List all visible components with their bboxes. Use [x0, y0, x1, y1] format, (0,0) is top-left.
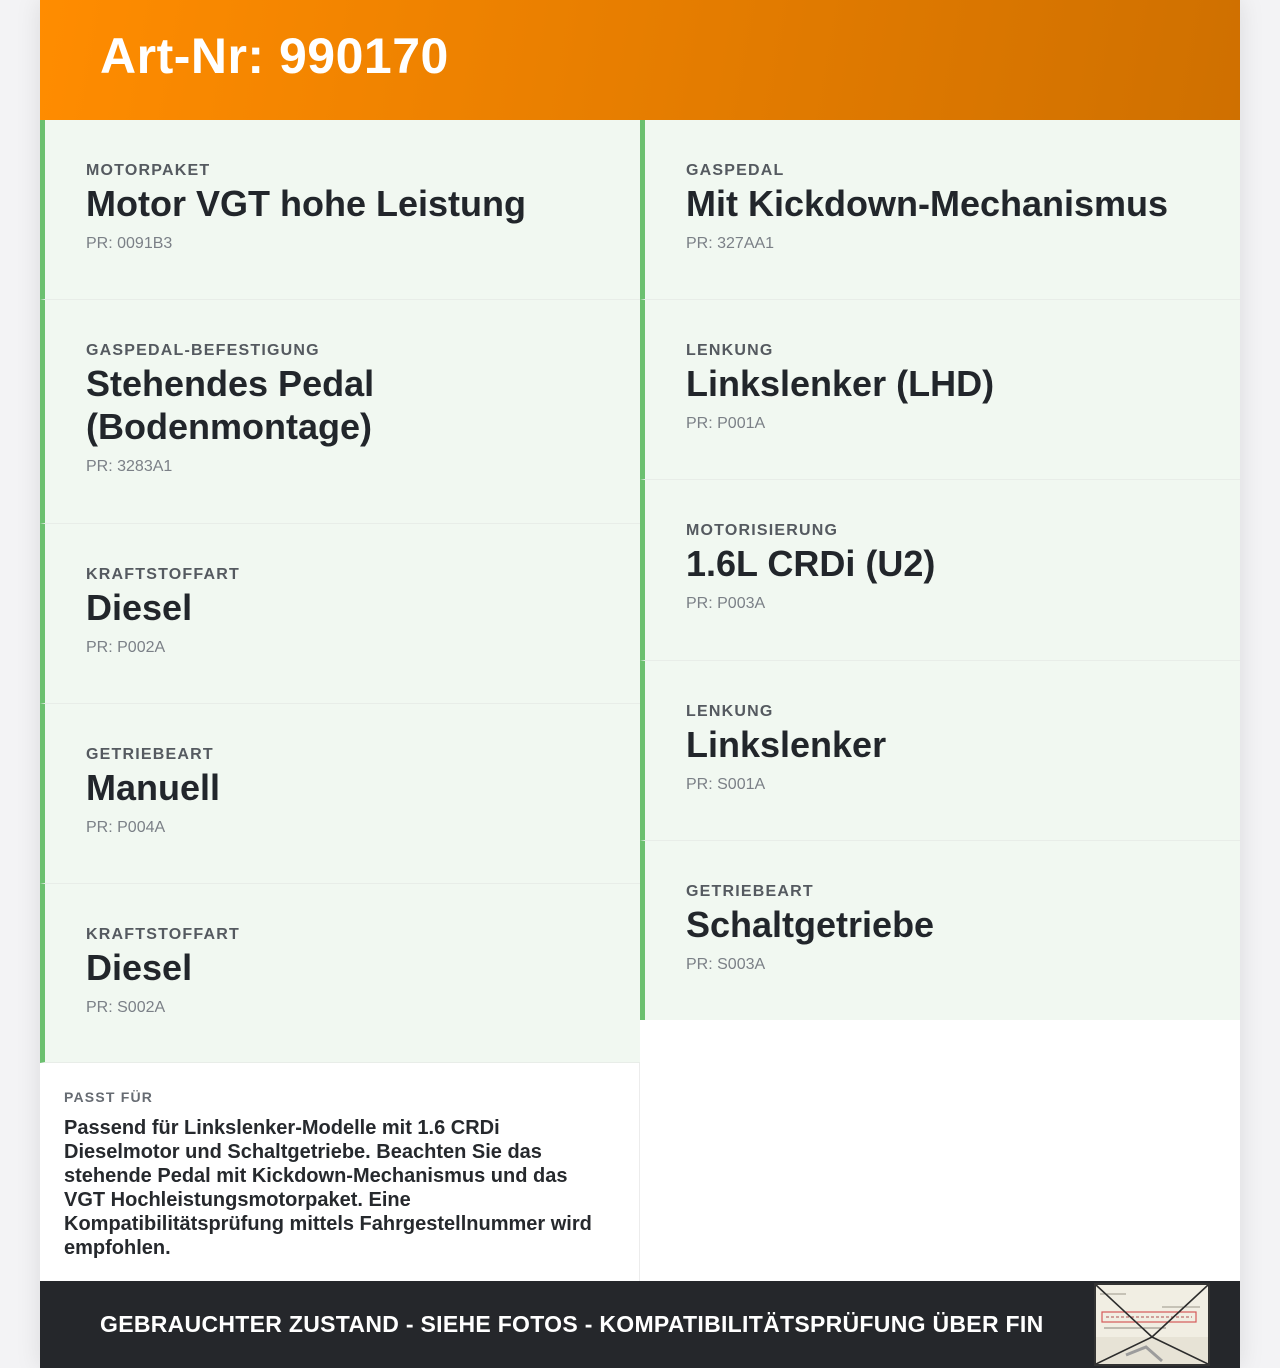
spec-card-gaspedal-befestigung — [40, 300, 640, 524]
spec-value: Linkslenker — [686, 724, 887, 765]
spec-card-motorpaket — [40, 120, 640, 300]
spec-card-getriebeart-2 — [640, 841, 1240, 1020]
spec-pr-code: PR: 327AA1 — [686, 235, 775, 252]
spec-value: Diesel — [86, 947, 193, 988]
spec-label: GASPEDAL — [686, 162, 785, 179]
spec-pr-code: PR: P004A — [86, 819, 166, 836]
spec-label: GETRIEBEART — [86, 746, 214, 763]
spec-value: Diesel — [86, 587, 193, 628]
spec-card-kraftstoffart — [40, 524, 640, 704]
spec-label: GETRIEBEART — [686, 883, 814, 900]
left-spec-column — [40, 120, 640, 1063]
fits-label: PASST FÜR — [64, 1089, 154, 1105]
fits-for-section — [40, 1063, 640, 1281]
spec-label: KRAFTSTOFFART — [86, 926, 240, 943]
fits-description: Passend für Linkslenker-Modelle mit 1.6 CRDi Dieselmotor und Schaltgetriebe. Beachten Sie das stehende Pedal mit Kickdown-Mechanismus und das VGT Hochleistungsmotorpaket. Eine Kompatibilitätsprüfung mittels Fahrgestellnummer wird empfohlen. — [64, 1117, 592, 1259]
spec-card-gaspedal — [640, 120, 1240, 300]
spec-value: Motor VGT hohe Leistung — [86, 183, 526, 224]
right-spec-column — [640, 120, 1240, 1020]
spec-pr-code: PR: S003A — [686, 956, 766, 973]
spec-label: KRAFTSTOFFART — [86, 566, 240, 583]
spec-value: Schaltgetriebe — [686, 904, 935, 945]
spec-pr-code: PR: P002A — [86, 639, 166, 656]
spec-pr-code: PR: 3283A1 — [86, 458, 173, 475]
spec-label: LENKUNG — [686, 342, 774, 359]
sticker-image-icon — [1096, 1285, 1208, 1364]
spec-label: LENKUNG — [686, 703, 774, 720]
spec-pr-code: PR: S002A — [86, 999, 166, 1016]
spec-card-getriebeart — [40, 704, 640, 884]
footer-bar — [40, 1281, 1240, 1368]
spec-pr-code: PR: P001A — [686, 415, 766, 432]
label-thumbnail-icon[interactable] — [1094, 1283, 1210, 1366]
spec-card-kraftstoffart-2 — [40, 884, 640, 1063]
header-bar — [40, 0, 1240, 120]
spec-value: Mit Kickdown-Mechanismus — [686, 183, 1169, 224]
spec-label: MOTORPAKET — [86, 162, 211, 179]
spec-label: GASPEDAL-BEFESTIGUNG — [86, 342, 320, 359]
condition-notice: GEBRAUCHTER ZUSTAND - SIEHE FOTOS - KOMPATIBILITÄTSPRÜFUNG ÜBER FIN — [100, 1311, 1044, 1337]
spec-card-lenkung-2 — [640, 661, 1240, 841]
spec-value: Linkslenker (LHD) — [686, 363, 995, 404]
product-sheet — [40, 0, 1240, 1368]
spec-label: MOTORISIERUNG — [686, 522, 839, 539]
spec-value: 1.6L CRDi (U2) — [686, 543, 936, 584]
spec-card-lenkung — [640, 300, 1240, 480]
spec-value: Stehendes Pedal (Bodenmontage) — [86, 363, 375, 447]
spec-pr-code: PR: 0091B3 — [86, 235, 173, 252]
spec-pr-code: PR: S001A — [686, 776, 766, 793]
spec-pr-code: PR: P003A — [686, 595, 766, 612]
spec-card-motorisierung — [640, 480, 1240, 661]
article-number-title: Art-Nr: 990170 — [100, 28, 449, 84]
spec-value: Manuell — [86, 767, 221, 808]
